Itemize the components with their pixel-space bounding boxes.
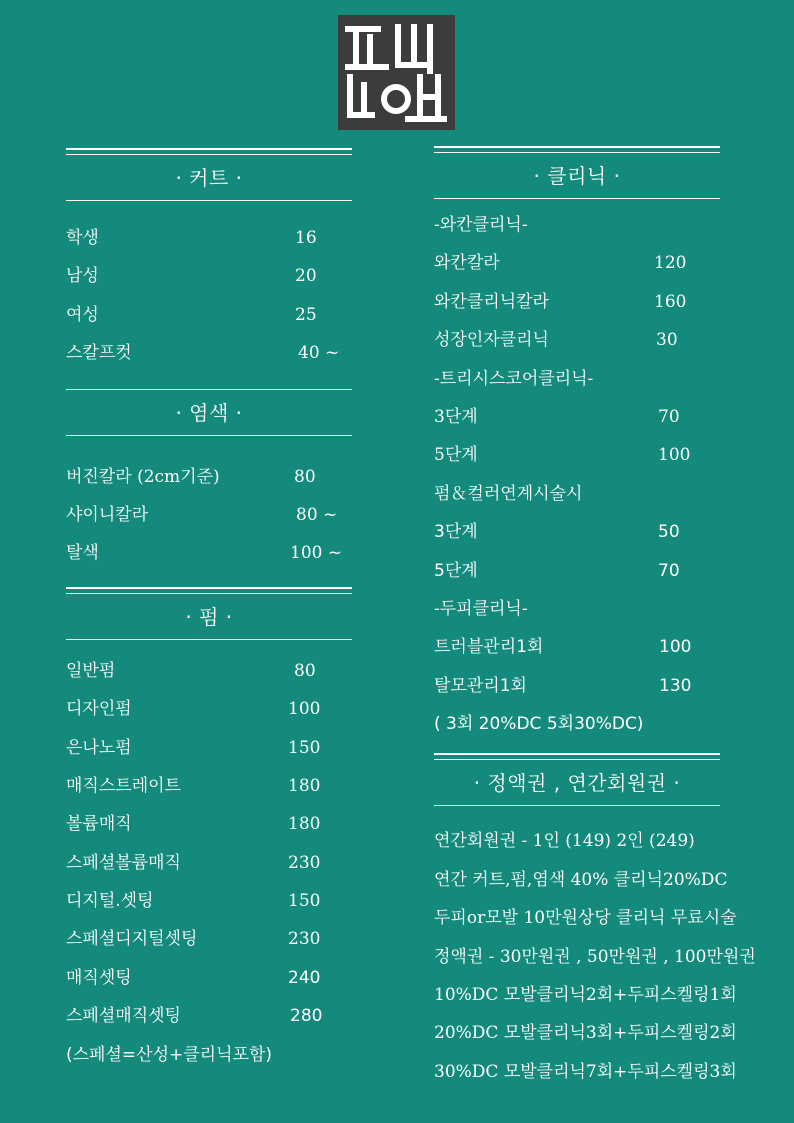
item-name: 와칸클리닉칼라	[434, 291, 549, 312]
clinic-subheader-wakan	[434, 206, 720, 244]
item-name: 와칸칼라	[434, 253, 500, 274]
item-price: 50	[658, 522, 680, 543]
clinic-note: ( 3회 20%DC 5회30%DC)	[434, 714, 644, 735]
clinic-subheader-combo	[434, 475, 720, 513]
menu-item-basic-perm	[66, 652, 352, 690]
item-name: 3단계	[434, 406, 478, 427]
item-name: 스페셜디지털셋팅	[66, 929, 198, 950]
clinic-subheader-scalp	[434, 590, 720, 628]
item-price: 180	[288, 814, 321, 835]
item-price: 230	[288, 852, 321, 873]
item-price: 100	[659, 637, 692, 658]
item-name: -와칸클리닉-	[434, 215, 528, 235]
item-name: 은나노펌	[66, 737, 132, 758]
menu-item-scalp-cut	[66, 334, 352, 372]
item-name: 샤이니칼라	[66, 504, 149, 525]
item-name: 3단계	[434, 522, 478, 543]
rule-divider	[434, 198, 720, 199]
section-title-perm: · 펌 ·	[185, 604, 233, 629]
section-perm	[66, 587, 352, 1074]
membership-line: 연간회원권 - 1인 (149) 2인 (249)	[434, 831, 695, 852]
double-rule-divider	[66, 148, 352, 155]
item-price: 230	[288, 929, 321, 950]
item-name: 학생	[66, 228, 99, 248]
item-name: 볼륨매직	[66, 814, 132, 835]
item-name: 트러블관리1회	[434, 637, 544, 658]
item-name: -트리시스코어클리닉-	[434, 368, 594, 389]
item-name: 성장인자클리닉	[434, 330, 549, 351]
item-name: 탈색	[66, 543, 99, 564]
menu-item-male	[66, 257, 352, 295]
item-price: 80	[294, 466, 316, 487]
menu-item-female	[66, 296, 352, 334]
item-price: 70	[658, 560, 680, 581]
menu-item-wakan-color	[434, 244, 720, 282]
menu-item-virgin-color	[66, 458, 352, 496]
menu-item-student	[66, 219, 352, 257]
item-price: 80 ~	[296, 504, 338, 525]
menu-item-magic-setting	[66, 959, 352, 997]
double-rule-divider	[434, 753, 720, 760]
item-name: 남성	[66, 266, 99, 287]
section-color	[66, 389, 352, 573]
rule-divider	[66, 389, 352, 390]
menu-item-trisys-step5	[434, 436, 720, 474]
membership-line: 연간 커트,펌,염색 40% 클리닉20%DC	[434, 869, 728, 890]
item-price: 30	[656, 330, 678, 351]
menu-item-nano-perm	[66, 729, 352, 767]
item-price: 40 ~	[298, 343, 340, 364]
item-name: 펌＆컬러연계시술시	[434, 483, 583, 504]
section-membership	[434, 753, 756, 1091]
item-name: 5단계	[434, 560, 478, 581]
menu-item-combo-step5	[434, 552, 720, 590]
item-name: 스페셜볼륨매직	[66, 852, 181, 873]
menu-item-design-perm	[66, 690, 352, 728]
menu-item-volume-magic	[66, 805, 352, 843]
menu-item-special-magic-setting	[66, 997, 352, 1035]
rule-divider	[66, 639, 352, 640]
section-title-membership: · 정액권 , 연간회원권 ·	[473, 771, 681, 796]
item-price: 120	[654, 253, 687, 274]
left-column	[66, 148, 352, 1074]
item-price: 100 ~	[290, 543, 343, 564]
item-name: 디자인펌	[66, 699, 132, 720]
item-price: 100	[658, 445, 691, 466]
double-rule-divider	[434, 146, 720, 153]
item-price: 70	[658, 406, 680, 427]
item-name: 탈모관리1회	[434, 675, 527, 696]
item-name: 버진칼라 (2cm기준)	[66, 466, 220, 487]
menu-item-digital-setting	[66, 882, 352, 920]
item-name: 디지털.셋팅	[66, 891, 154, 912]
menu-item-hair-loss-care	[434, 667, 720, 705]
item-price: 280	[290, 1006, 323, 1027]
section-clinic	[434, 146, 720, 743]
item-price: 150	[288, 891, 321, 912]
menu-item-growth-factor-clinic	[434, 321, 720, 359]
membership-line: 30%DC 모발클리닉7회+두피스켈링3회	[434, 1061, 737, 1082]
item-name: 일반펌	[66, 660, 116, 681]
section-cut	[66, 148, 352, 373]
membership-line: 20%DC 모발클리닉3회+두피스켈링2회	[434, 1023, 737, 1044]
section-title-cut: · 커트 ·	[175, 166, 243, 190]
rule-divider	[66, 200, 352, 201]
section-title-color: · 염색 ·	[175, 400, 243, 425]
item-price: 150	[288, 737, 321, 758]
menu-item-shiny-color	[66, 496, 352, 534]
menu-item-magic-straight	[66, 767, 352, 805]
menu-item-trouble-care	[434, 628, 720, 666]
membership-line: 정액권 - 30만원권 , 50만원권 , 100만원권	[434, 946, 756, 967]
membership-line: 10%DC 모발클리닉2회+두피스켈링1회	[434, 985, 737, 1006]
item-name: 여성	[66, 304, 99, 325]
rule-divider	[66, 435, 352, 436]
section-title-clinic: · 클리닉 ·	[533, 164, 621, 188]
item-name: 매직스트레이트	[66, 775, 181, 796]
menu-item-combo-step3	[434, 513, 720, 551]
item-price: 240	[288, 967, 321, 988]
salon-logo-icon	[338, 15, 455, 130]
menu-item-wakan-clinic-color	[434, 283, 720, 321]
perm-note: (스페셜=산성+클리닉포함)	[66, 1044, 272, 1065]
item-price: 20	[295, 266, 317, 287]
clinic-subheader-trisys	[434, 360, 720, 398]
item-price: 25	[295, 304, 317, 325]
item-name: 스칼프컷	[66, 343, 132, 364]
item-price: 130	[659, 675, 692, 696]
item-name: 5단계	[434, 445, 478, 466]
logo-glyph-icon	[338, 15, 455, 130]
right-column	[434, 146, 756, 1091]
rule-divider	[434, 805, 720, 806]
item-price: 80	[294, 660, 316, 681]
menu-item-special-digital-setting	[66, 920, 352, 958]
membership-line: 두피or모발 10만원상당 클리닉 무료시술	[434, 908, 737, 929]
item-name: -두피클리닉-	[434, 598, 528, 619]
item-name: 스페셜매직셋팅	[66, 1006, 181, 1027]
menu-item-bleach	[66, 534, 352, 572]
item-price: 160	[654, 291, 687, 312]
item-name: 매직셋팅	[66, 967, 132, 988]
item-price: 100	[288, 699, 321, 720]
item-price: 16	[295, 228, 317, 248]
menu-item-trisys-step3	[434, 398, 720, 436]
item-price: 180	[288, 775, 321, 796]
double-rule-divider	[66, 587, 352, 594]
menu-item-special-volume-magic	[66, 844, 352, 882]
